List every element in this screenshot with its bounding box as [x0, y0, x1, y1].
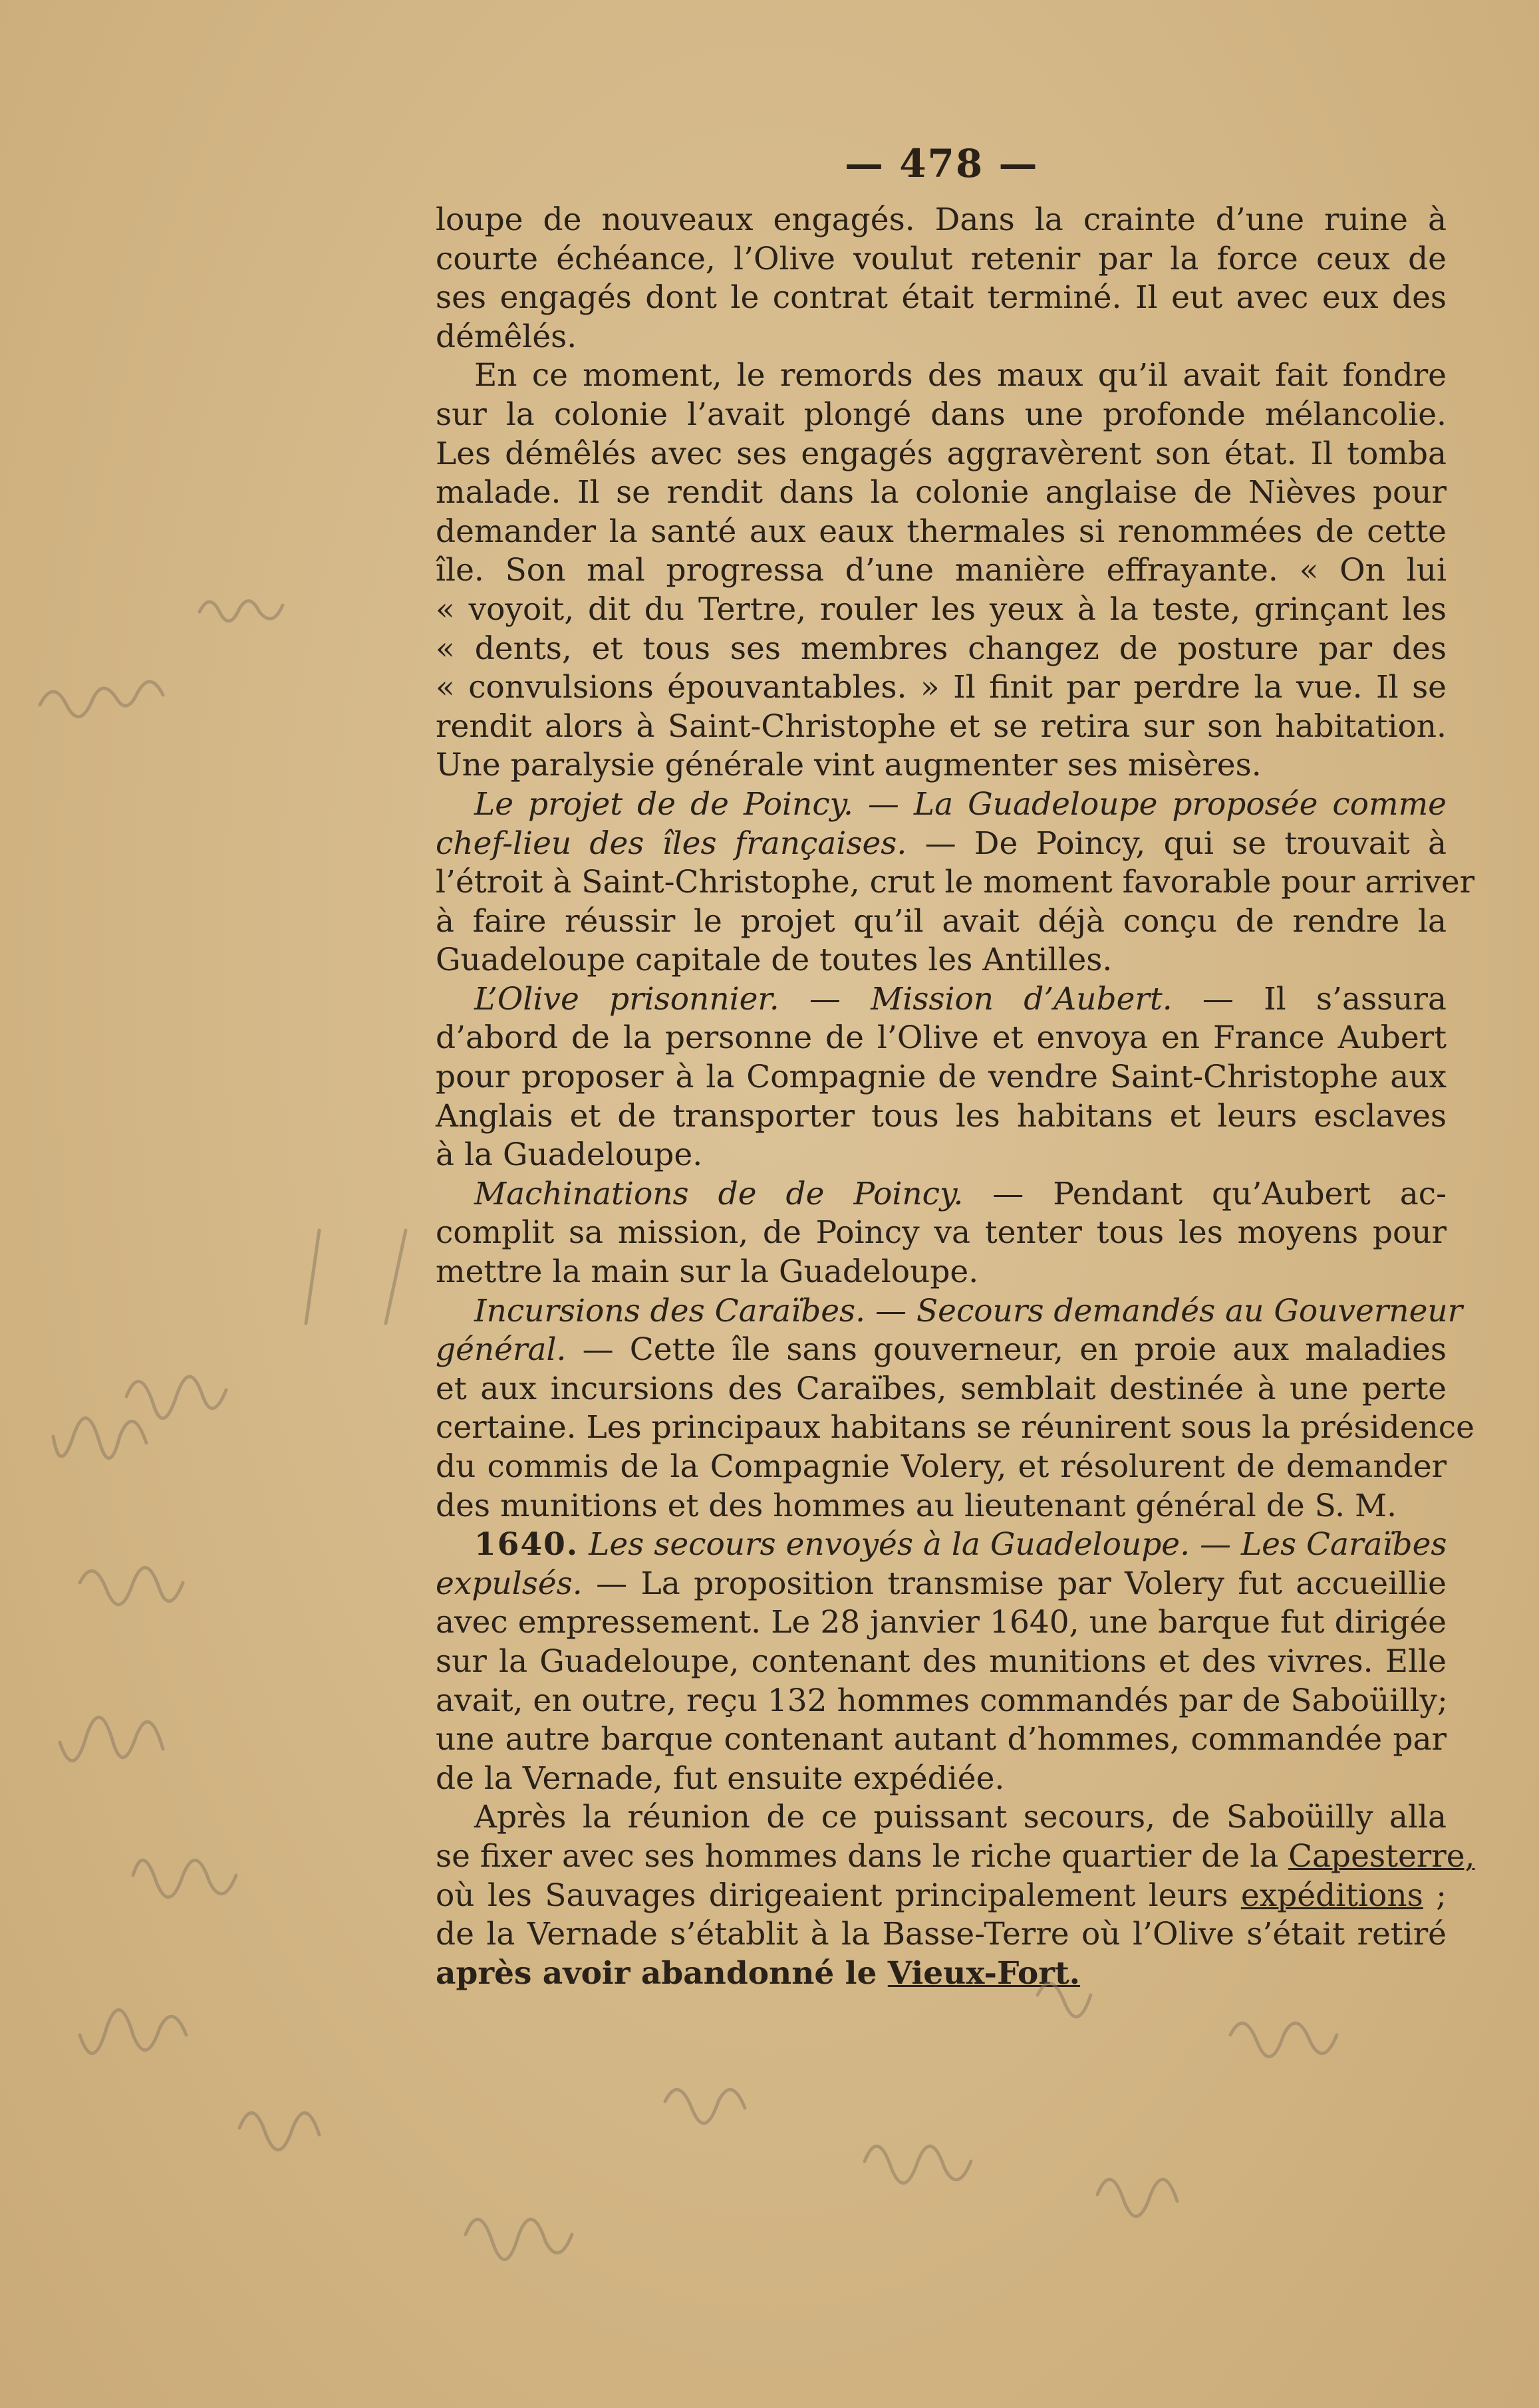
section-title: chef-lieu des îles françaises. [436, 825, 907, 862]
text-line: pour proposer à la Compagnie de vendre Saint-Christophe aux [436, 1059, 1447, 1096]
section-title: Machinations de de Poincy. [474, 1175, 964, 1212]
text-line: l’étroit à Saint-Christophe, crut le moment favorable pour arriver [436, 864, 1475, 901]
text-line: d’abord de la personne de l’Olive et envoya en France Aubert [436, 1019, 1447, 1057]
section-text: après avoir abandonné le [436, 1954, 888, 1992]
text-line: de la Vernade, fut ensuite expédiée. [436, 1760, 1005, 1797]
section-text: où les Sauvages dirigeaient principalement leurs [436, 1877, 1241, 1914]
text-line: avait, en outre, reçu 132 hommes commandés par de Saboüilly; [436, 1682, 1448, 1719]
scribble-mark [126, 1377, 226, 1418]
section-heading-line [436, 1526, 1447, 1565]
underlined-word: expéditions [1240, 1877, 1423, 1914]
text-line [436, 1565, 1447, 1604]
text-line: sur la colonie l’avait plongé dans une profonde mélancolie. [436, 396, 1447, 433]
scribble-mark [80, 1567, 183, 1604]
scribble-mark [60, 1717, 163, 1760]
text-line [436, 1954, 1447, 1994]
text-line: complit sa mission, de Poincy va tenter tous les moyens pour [436, 1214, 1447, 1252]
scribble-mark [133, 1860, 236, 1897]
scribble-mark [1230, 2023, 1337, 2057]
section-text: — De Poincy, qui se trouvait à [924, 825, 1447, 862]
section-heading-line [436, 1292, 1463, 1331]
section-text: se fixer avec ses hommes dans le riche quartier de la [436, 1837, 1289, 1875]
text-line: Anglais et de transporter tous les habitans et leurs esclaves [436, 1097, 1447, 1135]
section-heading-line [436, 980, 1447, 1019]
scribble-mark [80, 2010, 186, 2053]
text-line: ses engagés dont le contrat était terminé. Il eut avec eux des [436, 279, 1447, 317]
scribble-mark [1097, 2179, 1177, 2216]
text-line: à la Guadeloupe. [436, 1137, 703, 1174]
text-line: malade. Il se rendit dans la colonie anglaise de Nièves pour [436, 474, 1447, 511]
section-text: — Pendant qu’Aubert ac- [992, 1175, 1447, 1212]
section-title: Le projet de de Poincy. — La Guadeloupe proposée comme [474, 785, 1447, 823]
text-line: mettre la main sur la Guadeloupe. [436, 1254, 979, 1291]
text-line: avec empressement. Le 28 janvier 1640, une barque fut dirigée [436, 1604, 1447, 1641]
scribble-mark [53, 1418, 146, 1458]
text-line: rendit alors à Saint-Christophe et se retira sur son habitation. [436, 708, 1447, 745]
scribble-mark [239, 2113, 319, 2149]
text-line: certaine. Les principaux habitans se réunirent sous la présidence [436, 1409, 1474, 1446]
text-line: « voyoit, dit du Tertre, rouler les yeux à la teste, grinçant les [436, 591, 1447, 628]
text-line: de la Vernade s’établit à la Basse-Terre où l’Olive s’était retiré [436, 1916, 1447, 1953]
text-line: Une paralysie générale vint augmenter ses misères. [436, 747, 1262, 784]
section-text: — Cette île sans gouverneur, en proie aux maladies [582, 1331, 1447, 1369]
section-title: L’Olive prisonnier. — Mission d’Aubert. [474, 980, 1173, 1017]
text-line: Guadeloupe capitale de toutes les Antilles. [436, 942, 1113, 979]
section-title: Les secours envoyés à la Guadeloupe. — Les Caraïbes [589, 1526, 1447, 1563]
text-line: du commis de la Compagnie Volery, et résolurent de demander [436, 1448, 1447, 1485]
section-heading-line [436, 785, 1447, 825]
text-line: « dents, et tous ses membres changez de posture par des [436, 630, 1447, 667]
section-title: général. [436, 1331, 567, 1369]
text-line [436, 1331, 1447, 1370]
section-text: — Il s’assura [1202, 980, 1447, 1017]
text-line: et aux incursions des Caraïbes, semblait destinée à une perte [436, 1370, 1447, 1407]
underlined-place: Capesterre, [1288, 1837, 1475, 1875]
text-line: loupe de nouveaux engagés. Dans la crainte d’une ruine à [436, 201, 1447, 238]
section-title: expulsés. [436, 1565, 583, 1602]
scribble-mark [306, 1230, 319, 1323]
section-text: ; [1423, 1877, 1447, 1914]
text-line [436, 1837, 1475, 1877]
text-line: une autre barque contenant autant d’hommes, commandée par [436, 1721, 1447, 1758]
scribble-mark [40, 682, 163, 717]
text-line: « convulsions épouvantables. » Il finit par perdre la vue. Il se [436, 669, 1447, 706]
text-line: à faire réussir le projet qu’il avait déjà conçu de rendre la [436, 902, 1447, 940]
scribble-mark [200, 601, 283, 621]
scribble-mark [386, 1230, 406, 1323]
text-line: sur la Guadeloupe, contenant des munitions et des vivres. Elle [436, 1643, 1447, 1680]
underlined-place: Vieux-Fort. [887, 1954, 1081, 1992]
text-line: demander la santé aux eaux thermales si renommées de cette [436, 513, 1447, 550]
page-number: — 478 — [845, 141, 1039, 186]
section-text: — La proposition transmise par Volery fut accueillie [596, 1565, 1447, 1602]
section-year: 1640. [474, 1526, 579, 1563]
text-line: Les démêlés avec ses engagés aggravèrent son état. Il tomba [436, 435, 1447, 472]
scribble-mark [665, 2089, 745, 2123]
text-line: En ce moment, le remords des maux qu’il avait fait fondre [474, 357, 1447, 394]
page-text [436, 201, 1475, 1993]
section-title: Incursions des Caraïbes. — Secours demandés au Gouverneur [474, 1292, 1463, 1329]
scribble-mark [466, 2219, 572, 2259]
text-line: démêlés. [436, 318, 577, 355]
scribble-mark [865, 2146, 971, 2183]
text-line: courte échéance, l’Olive voulut retenir par la force ceux de [436, 240, 1447, 277]
text-line: Après la réunion de ce puissant secours, de Saboüilly alla [474, 1799, 1447, 1836]
text-line: des munitions et des hommes au lieutenant général de S. M. [436, 1487, 1397, 1524]
text-line [436, 1877, 1447, 1916]
section-heading-line [436, 1175, 1447, 1214]
text-line [436, 825, 1447, 864]
text-line: île. Son mal progressa d’une manière effrayante. « On lui [436, 552, 1447, 589]
